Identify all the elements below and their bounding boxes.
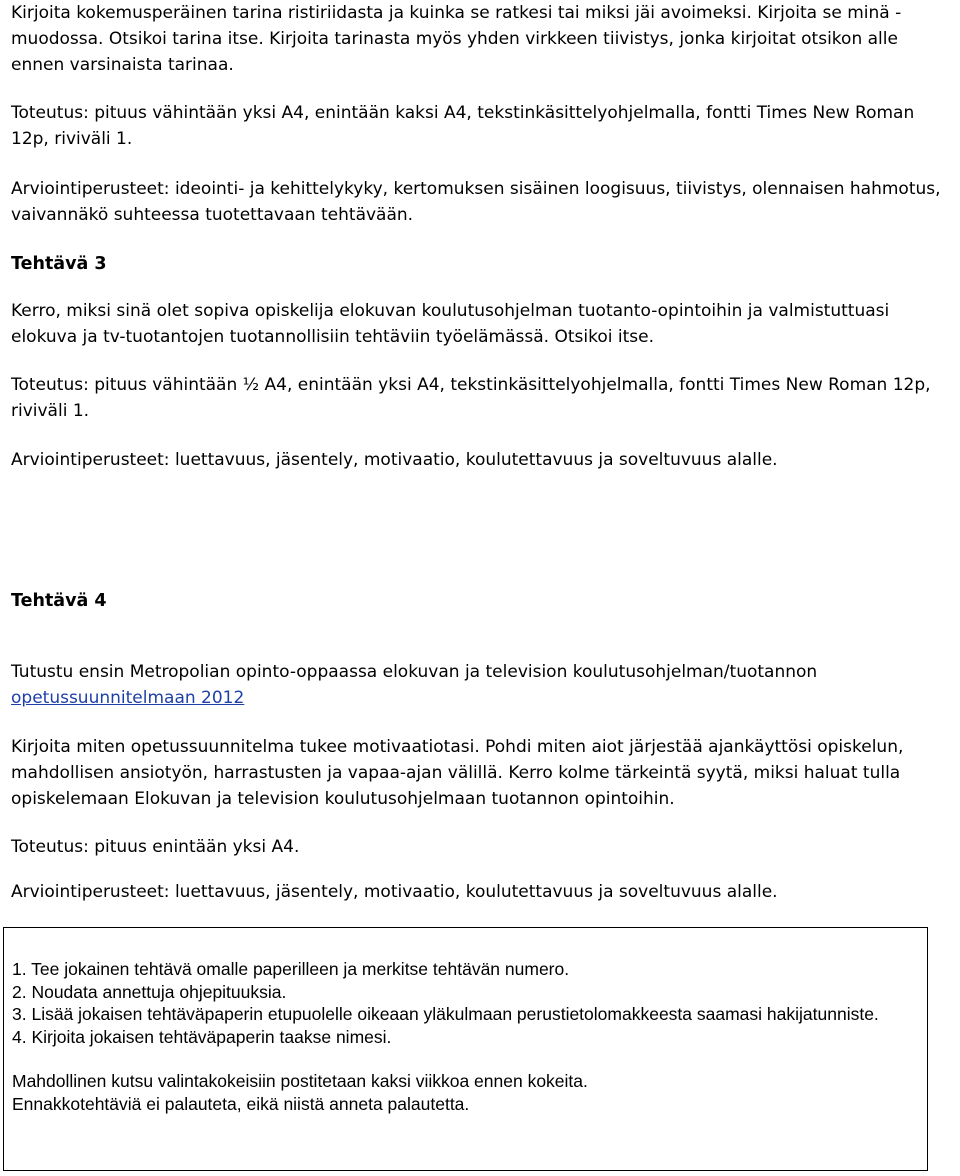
assignment-intro-paragraph: Kirjoita kokemusperäinen tarina ristiriidasta ja kuinka se ratkesi tai miksi jäi avoimeksi. Kirjoita se minä -muodossa. Otsikoi tarina itse. Kirjoita tarinasta myös yhden virkkeen tiivistys, jonka kirjoitat otsikon alle ennen varsinaista tarinaa.: [11, 3, 902, 75]
task3-criteria: Arviointiperusteet: luettavuus, jäsentely, motivaatio, koulutettavuus ja soveltuvuus alalle.: [11, 450, 778, 470]
invitation-note: Mahdollinen kutsu valintakokeisiin postitetaan kaksi viikkoa ennen kokeita.: [12, 1071, 588, 1091]
task3-heading: Tehtävä 3: [11, 254, 107, 274]
task4-intro: [11, 659, 956, 711]
instruction-item-2: 2. Noudata annettuja ohjepituuksia.: [12, 981, 287, 1002]
implementation-paragraph: Toteutus: pituus vähintään yksi A4, enintään kaksi A4, tekstinkäsittelyohjelmalla, fontti Times New Roman 12p, riviväli 1.: [11, 103, 915, 149]
instructions-box: [3, 927, 928, 1171]
instruction-item-4: 4. Kirjoita jokaisen tehtäväpaperin taakse nimesi.: [12, 1026, 392, 1047]
task4-criteria: Arviointiperusteet: luettavuus, jäsentely, motivaatio, koulutettavuus ja soveltuvuus alalle.: [11, 882, 778, 902]
instruction-item-1: 1. Tee jokainen tehtävä omalle paperilleen ja merkitse tehtävän numero.: [12, 959, 570, 979]
task3-description: Kerro, miksi sinä olet sopiva opiskelija elokuvan koulutusohjelman tuotanto-opintoihin ja valmistuttuasi elokuva ja tv-tuotantojen tuotannollisiin tehtäviin työelämässä. Otsikoi itse.: [11, 301, 890, 347]
task4-description: Kirjoita miten opetussuunnitelma tukee motivaatiotasi. Pohdi miten aiot järjestää ajankäyttösi opiskelun, mahdollisen ansiotyön, harrastusten ja vapaa-ajan välillä. Kerro kolme tärkeintä syytä, miksi haluat tulla opiskelemaan Elokuvan ja television koulutusohjelmaan tuotannon opintoihin.: [11, 737, 904, 809]
task4-implementation: Toteutus: pituus enintään yksi A4.: [11, 837, 300, 857]
criteria-paragraph: Arviointiperusteet: ideointi- ja kehittelykyky, kertomuksen sisäinen loogisuus, tiivistys, olennaisen hahmotus, vaivannäkö suhteessa tuotettavaan tehtävään.: [11, 179, 941, 225]
curriculum-link[interactable]: opetussuunnitelmaan 2012: [11, 688, 245, 708]
instruction-item-3: 3. Lisää jokaisen tehtäväpaperin etupuolelle oikeaan yläkulmaan perustietolomakkeesta saamasi hakijatunniste.: [12, 1004, 879, 1024]
task4-intro-text: Tutustu ensin Metropolian opinto-oppaassa elokuvan ja television koulutusohjelman/tuotannon: [11, 662, 818, 682]
task4-heading: Tehtävä 4: [11, 591, 107, 611]
task3-implementation: Toteutus: pituus vähintään ½ A4, enintään yksi A4, tekstinkäsittelyohjelmalla, fontti Times New Roman 12p, riviväli 1.: [11, 375, 931, 421]
return-note: Ennakkotehtäviä ei palauteta, eikä niistä anneta palautetta.: [12, 1093, 470, 1114]
instructions-list: [12, 958, 917, 1115]
